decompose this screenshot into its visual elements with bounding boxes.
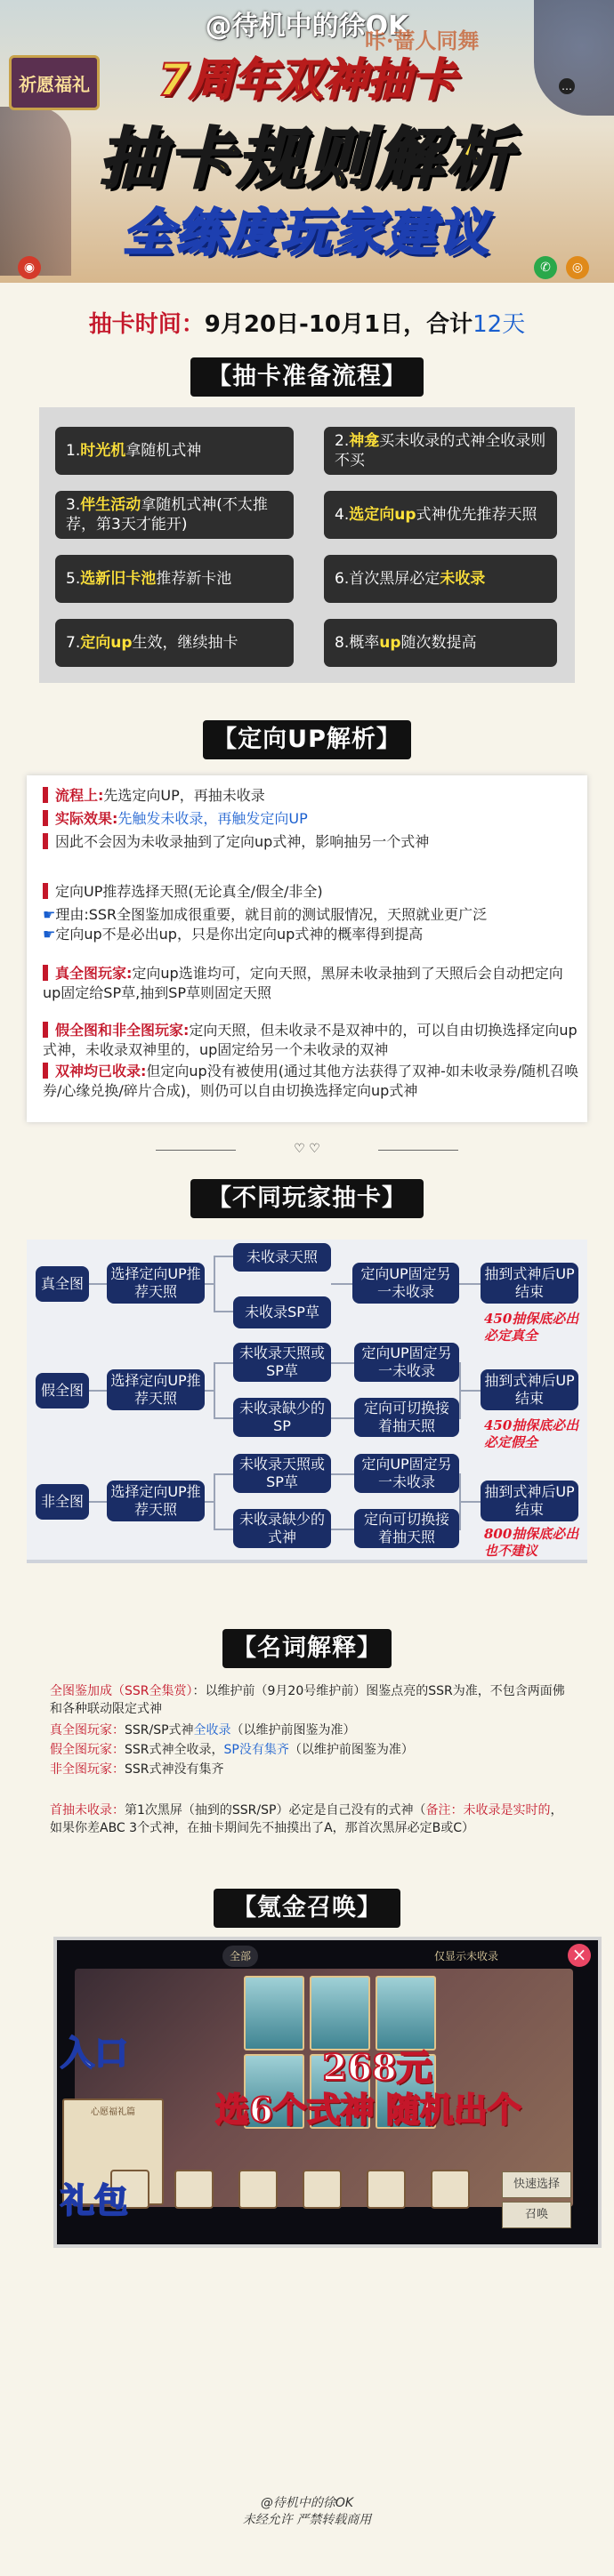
banner-title-line3: 全练度玩家建议 [123,205,491,262]
header-banner [0,0,614,283]
tab-all[interactable]: 全部 [222,1946,258,1967]
branch-amaterasu-or-sp: 未收录天照或SP草 [233,1454,331,1493]
player-type-true-full: 真全图 [36,1266,89,1302]
hand-pointer-icon: ☛ [43,906,56,923]
section-header-players: 【不同玩家抽卡】 [190,1179,424,1218]
prep-step-8: 8. 概率 up 随次数提高 [324,619,557,667]
up-conclusion-line: 因此不会因为未收录抽到了定向up式神，影响抽另一个式神 [43,832,580,852]
up-flow-line: 流程上:先选定向UP，再抽未收录 [43,786,580,806]
terms-panel [39,1679,575,1857]
up-fake-full: 假全图和非全图玩家:定向天照，但未收录不是双神中的，可以自由切换选择定向up式神，未收录双神里的，up固定给另一个未收录的双神 [43,1022,578,1058]
section-header-terms: 【名词解释】 [222,1629,392,1668]
up-recommend-title: 定向UP推荐选择天照(无论真全/假全/非全) [43,882,580,902]
player-type-non-full: 非全图 [36,1484,89,1520]
prep-step-6: 6. 首次黑屏必定 未收录 [324,555,557,603]
fix-up-other: 定向UP固定另一未收录 [354,1343,459,1382]
footer-copyright: 未经允许 严禁转载商用 [242,2513,372,2527]
prep-step-5: 5. 选新旧卡池 推荐新卡池 [55,555,294,603]
switch-continue-amaterasu: 定向可切换接着抽天照 [354,1398,459,1437]
up-true-full: 真全图玩家:定向up选谁均可，定向天照，黑屏未收录抽到了天照后会自动把定向up固定给SP草,抽到SP草则固定天照 [43,965,563,1001]
share-icon[interactable]: ◉ [18,256,41,279]
summon-button[interactable]: 召唤 [502,2202,571,2228]
up-end: 抽到式神后UP结束 [481,1481,578,1521]
package-label: 礼包 [61,2180,129,2220]
term-true-full: 真全图玩家：SSR/SP式神全收录（以维护前图鉴为准） [50,1723,356,1737]
event-logo: 祈愿福礼 [9,55,100,110]
more-icon[interactable]: … [559,78,575,94]
up-analysis-panel [27,775,587,1122]
hand-pointer-icon: ☛ [43,926,56,943]
player-flowchart [27,1240,587,1563]
up-end: 抽到式神后UP结束 [481,1263,578,1304]
guarantee-note: 450抽保底必出必定假全 [484,1417,579,1450]
filter-uncollected[interactable]: 仅显示未收录 [434,1950,499,1962]
selected-slots [110,2170,502,2211]
camera-icon[interactable]: ◎ [566,256,589,279]
branch-missing-shikigami: 未收录缺少的式神 [233,1509,331,1548]
slot[interactable] [174,2170,214,2209]
term-first-uncollected: 首抽未收录：第1次黑屏（抽到的SSR/SP）必定是自己没有的式神（备注：未收录是实时的，如果你差ABC 3个式神，在抽卡期间先不抽摸出了A，那首次黑屏必定B或C） [50,1803,563,1835]
term-non-full: 非全图玩家：SSR式神没有集齐 [50,1762,224,1777]
slot[interactable] [367,2170,406,2209]
package-description: 选6个式神 随机出个 [215,2090,521,2130]
up-reason-2: ☛定向up不是必出up，只是你出定向up式神的概率得到提高 [43,926,424,943]
close-icon[interactable]: × [568,1944,591,1967]
draw-period-days: 12天 [473,311,526,338]
draw-period [0,306,614,339]
pick-up-amaterasu: 选择定向UP推荐天照 [107,1481,205,1521]
entry-label: 入口 [61,2033,129,2073]
pick-up-amaterasu: 选择定向UP推荐天照 [107,1369,205,1410]
up-actual-line: 实际效果:先触发未收录，再触发定向UP [43,809,580,829]
section-header-prep: 【抽卡准备流程】 [190,357,424,397]
banner-title-line2: 抽卡规则解析 [99,121,515,197]
draw-period-label: 抽卡时间： [88,311,205,338]
term-fake-full: 假全图玩家：SSR式神全收录，SP没有集齐（以维护前图鉴为准） [50,1743,414,1757]
event-title-art: 咔·蔷人同舞 [365,28,480,53]
slot[interactable] [303,2170,342,2209]
section-header-shop: 【氪金召唤】 [214,1889,400,1928]
branch-amaterasu-or-sp: 未收录天照或SP草 [233,1343,331,1382]
prep-step-2: 2.神龛买未收录的式神全收录则不买 [324,427,557,475]
gift-package-title: 心愿福礼篇 [91,2107,135,2117]
up-end: 抽到式神后UP结束 [481,1369,578,1410]
up-reason-1: ☛理由:SSR全图鉴加成很重要，就目前的测试服情况，天照就业更广泛 [43,906,488,923]
branch-missing-sp: 未收录缺少的SP [233,1398,331,1437]
guarantee-note: 450抽保底必出必定真全 [484,1311,579,1344]
prep-steps-panel [39,407,575,683]
banner-title-line1: 7周年双神抽卡 [158,54,456,106]
author-watermark: @待机中的徐OK [205,11,409,42]
term-full-bonus: 全图鉴加成（SSR全集赏）：以维护前（9月20号维护前）图鉴点亮的SSR为准，不包含两面佛和各种联动限定式神 [50,1684,565,1716]
quick-select-button[interactable]: 快速选择 [502,2171,571,2198]
wechat-icon[interactable]: ✆ [534,256,557,279]
footer-author: @待机中的徐OK [260,2496,354,2510]
up-both-collected: 双神均已收录:但定向up没有被使用(通过其他方法获得了双神-如未收录券/随机召唤券/心缘兑换/碎片合成)，则仍可以自由切换选择定向up式神 [43,1063,579,1099]
footer-credit [0,2495,614,2529]
prep-step-7: 7. 定向up 生效，继续抽卡 [55,619,294,667]
guarantee-note: 800抽保底必出也不建议 [484,1526,579,1559]
prep-step-3: 3.伴生活动拿随机式神(不太推荐，第3天才能开) [55,491,294,539]
draw-period-range: 9月20日-10月1日，合计 [204,311,473,338]
branch-sp-grass: 未收录SP草 [233,1296,331,1328]
pick-up-amaterasu: 选择定向UP推荐天照 [107,1263,205,1304]
player-type-fake-full: 假全图 [36,1373,89,1408]
decorative-divider: ♡ ♡ [240,1142,374,1160]
package-price: 268元 [322,2047,432,2089]
fix-up-other: 定向UP固定另一未收录 [352,1263,459,1304]
shop-screenshot [53,1937,602,2248]
slot[interactable] [431,2170,470,2209]
prep-step-1: 1. 时光机 拿随机式神 [55,427,294,475]
prep-step-4: 4.选定向up式神优先推荐天照 [324,491,557,539]
switch-continue-amaterasu: 定向可切换接着抽天照 [354,1509,459,1548]
slot[interactable] [238,2170,278,2209]
fix-up-other: 定向UP固定另一未收录 [354,1454,459,1493]
branch-amaterasu: 未收录天照 [233,1243,331,1272]
section-header-up: 【定向UP解析】 [203,720,411,759]
